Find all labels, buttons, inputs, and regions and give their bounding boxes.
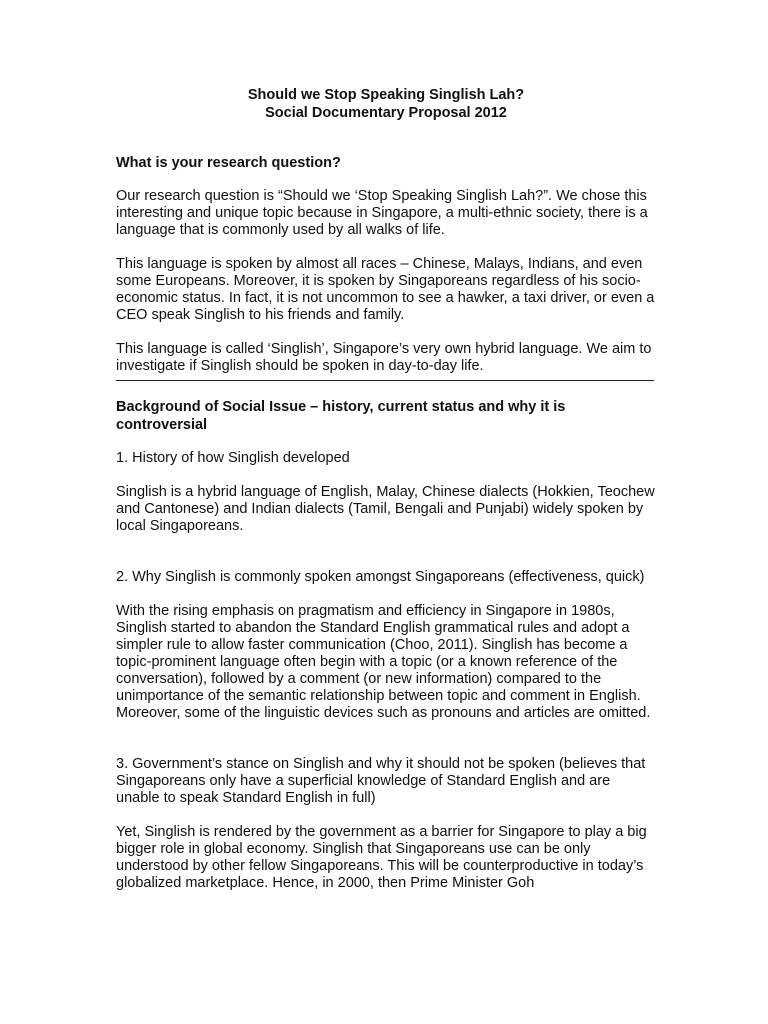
paragraph-singlish-aim: This language is called ‘Singlish’, Singapore’s very own hybrid language. We aim to investigate if Singlish should be spoken in day-to-day life. <box>116 341 652 374</box>
subheading-history: 1. History of how Singlish developed <box>116 450 350 466</box>
paragraph-language-speakers: This language is spoken by almost all races – Chinese, Malays, Indians, and even some Europeans. Moreover, it is spoken by Singaporeans regardless of his socio-economic status. In fact, it is not uncommon to see a hawker, a taxi driver, or even a CEO speak Singlish to his friends and family. <box>116 256 655 323</box>
section-heading-research-question: What is your research question? <box>116 155 341 171</box>
paragraph-history: Singlish is a hybrid language of English, Malay, Chinese dialects (Hokkien, Teochew and Cantonese) and Indian dialects (Tamil, Bengali and Punjabi) widely spoken by local Singaporeans. <box>116 484 655 534</box>
subheading-why-spoken: 2. Why Singlish is commonly spoken amongst Singaporeans (effectiveness, quick) <box>116 569 645 585</box>
document-subtitle: Social Documentary Proposal 2012 <box>265 105 507 121</box>
section-divider <box>116 380 654 381</box>
title-block <box>116 86 656 122</box>
subheading-government-stance: 3. Government’s stance on Singlish and why it should not be spoken (believes that Singaporeans only have a superficial knowledge of Standard English and are unable to speak Standard English in full) <box>116 756 646 806</box>
document-body <box>116 86 656 909</box>
document-title: Should we Stop Speaking Singlish Lah? <box>247 87 525 103</box>
section-heading-background: Background of Social Issue – history, current status and why it is controversial <box>116 399 566 433</box>
paragraph-government-stance: Yet, Singlish is rendered by the government as a barrier for Singapore to play a big bigger role in global economy. Singlish that Singaporeans use can be only understood by other fellow Singaporeans. This will be counterproductive in today’s globalized marketplace. Hence, in 2000, then Prime Minister Goh <box>116 824 647 891</box>
paragraph-research-question: Our research question is “Should we ‘Stop Speaking Singlish Lah?”. We chose this interesting and unique topic because in Singapore, a multi-ethnic society, there is a language that is commonly used by all walks of life. <box>116 188 648 238</box>
paragraph-why-spoken: With the rising emphasis on pragmatism and efficiency in Singapore in 1980s, Singlish started to abandon the Standard English grammatical rules and adopt a simpler rule to allow faster communication (Choo, 2011). Singlish has become a topic-prominent language often begin with a topic (or a known reference of the conversation), followed by a comment (or new information) compared to the unimportance of the semantic relationship between topic and comment in English. Moreover, some of the linguistic devices such as pronouns and articles are omitted. <box>116 603 651 721</box>
